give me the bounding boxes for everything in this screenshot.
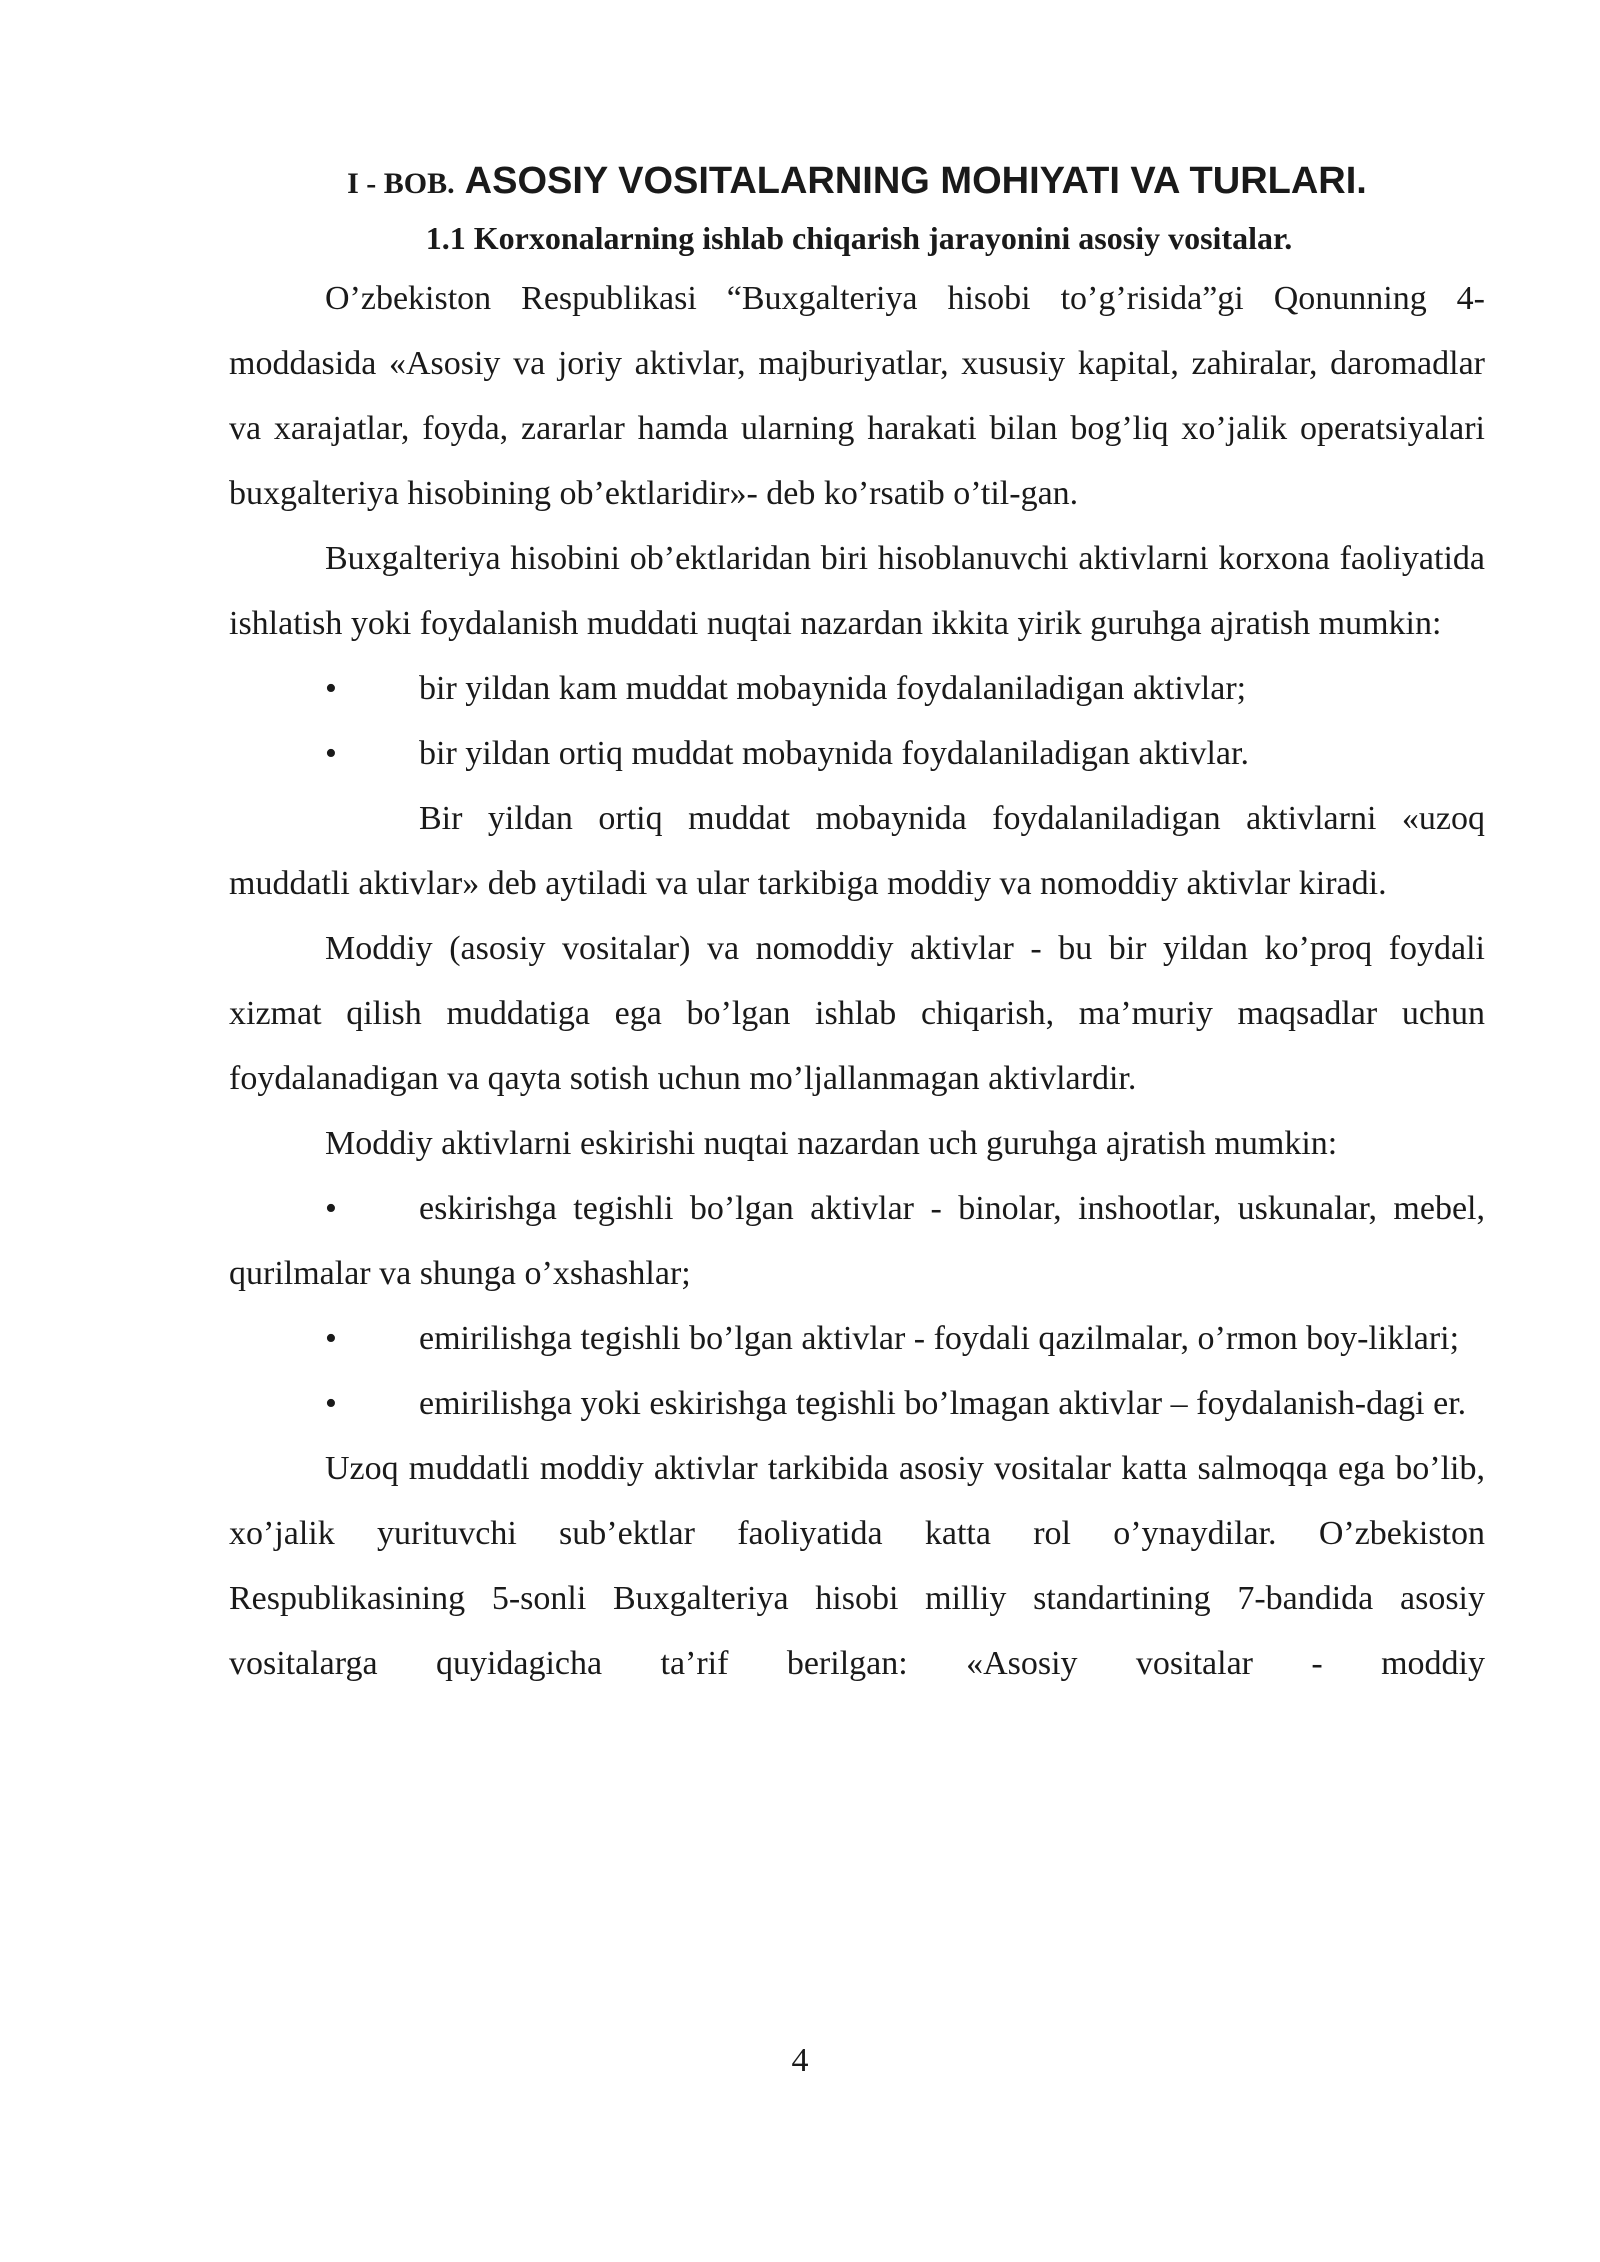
chapter-prefix: I - BOB. — [347, 167, 455, 200]
bullet-symbol: • — [325, 735, 337, 772]
chapter-title: ASOSIY VOSITALARNING MOHIYATI VA TURLARI. — [464, 160, 1367, 202]
bullet-text: eskirishga tegishli bo’lgan aktivlar - binolar, inshootlar, uskunalar, mebel, qurilmalar va shunga o’xshashlar; — [229, 1190, 1485, 1292]
paragraph-4: Moddiy (asosiy vositalar) va nomoddiy aktivlar - bu bir yildan ko’proq foydali xizmat qilish muddatiga ega bo’lgan ishlab chiqarish, ma’muriy maqsadlar uchun foydalanadigan va qayta sotish uchun mo’ljallanmagan aktivlardir. — [229, 930, 1485, 1097]
bullet-symbol: • — [325, 1320, 337, 1357]
chapter-heading — [229, 150, 1485, 210]
bullet-symbol: • — [325, 1385, 337, 1422]
paragraph-3: Bir yildan ortiq muddat mobaynida foydalaniladigan aktivlarni «uzoq muddatli aktivlar» deb aytiladi va ular tarkibiga moddiy va nomoddiy aktivlar kiradi. — [229, 800, 1485, 902]
paragraph-2: Buxgalteriya hisobini ob’ektlaridan biri hisoblanuvchi aktivlarni korxona faoliyatida ishlatish yoki foydalanish muddati nuqtai nazardan ikkita yirik guruhga ajratish mumkin: — [229, 540, 1485, 642]
page-content — [229, 150, 1485, 1696]
section-title: 1.1 Korxonalarning ishlab chiqarish jarayonini asosiy vositalar. — [425, 220, 1293, 256]
bullet-text: bir yildan ortiq muddat mobaynida foydalaniladigan aktivlar. — [419, 735, 1249, 772]
bullet-text: emirilishga yoki eskirishga tegishli bo’lmagan aktivlar – foydalanish-dagi er. — [419, 1385, 1467, 1422]
bullet-item-4 — [229, 1306, 1485, 1371]
bullet-item-3 — [229, 1176, 1485, 1306]
bullet-text: bir yildan kam muddat mobaynida foydalaniladigan aktivlar; — [419, 670, 1247, 707]
paragraph-5: Moddiy aktivlarni eskirishi nuqtai nazardan uch guruhga ajratish mumkin: — [325, 1125, 1338, 1162]
page-number: 4 — [791, 2042, 809, 2079]
bullet-text: emirilishga tegishli bo’lgan aktivlar - foydali qazilmalar, o’rmon boy-liklari; — [419, 1320, 1460, 1357]
bullet-item-2 — [229, 721, 1485, 786]
paragraph-1: O’zbekiston Respublikasi “Buxgalteriya hisobi to’g’risida”gi Qonunning 4-moddasida «Asosiy va joriy aktivlar, majburiyatlar, xususiy kapital, zahiralar, daromadlar va xarajatlar, foyda, zararlar hamda ularning harakati bilan bog’liq xo’jalik operatsiyalari buxgalteriya hisobining ob’ektlaridir»- deb ko’rsatib o’til-gan. — [229, 280, 1485, 512]
bullet-item-1 — [229, 656, 1485, 721]
bullet-symbol: • — [325, 670, 337, 707]
bullet-item-5 — [229, 1371, 1485, 1436]
paragraph-6: Uzoq muddatli moddiy aktivlar tarkibida asosiy vositalar katta salmoqqa ega bo’lib, xo’jalik yurituvchi sub’ektlar faoliyatida katta rol o’ynaydilar. O’zbekiston Respublikasining 5-sonli Buxgalteriya hisobi milliy standartining 7-bandida asosiy vositalarga quyidagicha ta’rif berilgan: «Asosiy vositalar - moddiy — [229, 1450, 1485, 1682]
bullet-symbol: • — [325, 1190, 337, 1227]
